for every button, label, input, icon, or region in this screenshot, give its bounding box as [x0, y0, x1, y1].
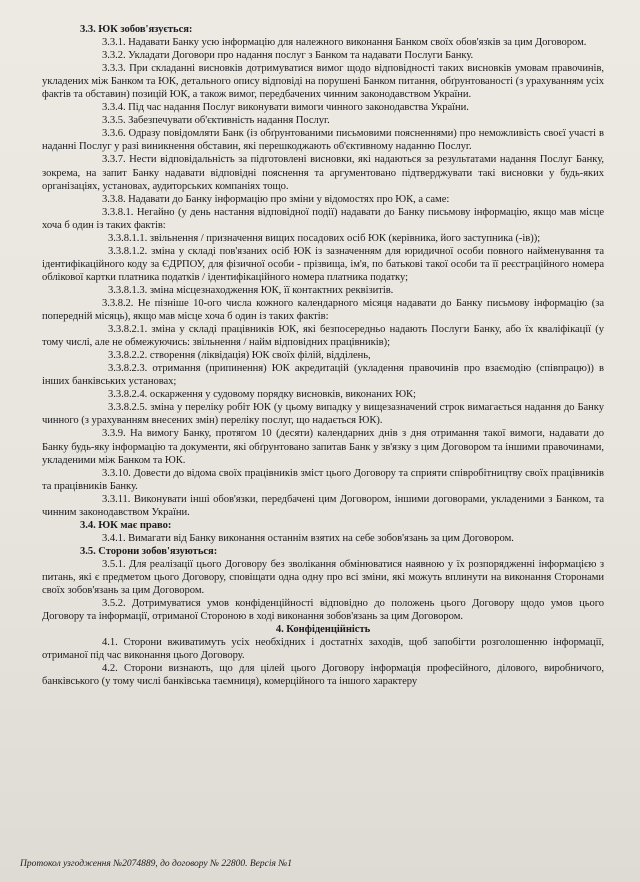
clause-paragraph: 3.3.8.1. Негайно (у день настання відповідної події) надавати до Банку письмову інформацію, якщо мав місце хоча б один із таких фактів: [42, 206, 604, 231]
clause-paragraph: 3.3.8.1.1. звільнення / призначення вищих посадових осіб ЮК (керівника, його заступника (-ів)); [108, 232, 541, 244]
clause-paragraph: 3.3.8.2. Не пізніше 10-ого числа кожного календарного місяця надавати до Банку письмову інформацію (за попередній місяць), якщо мав місце хоча б один із таких фактів: [42, 297, 604, 323]
clause-paragraph: 3.3.8.2.4. оскарження у судовому порядку висновків, виконаних ЮК; [108, 389, 416, 401]
clause-paragraph: 3.3.8.1.3. зміна місцезнаходження ЮК, її контактних реквізитів. [108, 284, 394, 296]
clause-paragraph: 3.3.8.2.5. зміна у переліку робіт ЮК (у цьому випадку у вищезазначений строк вимагається надання до Банку чинного (з урахуванням внесених змін) переліку послуг, що надається ЮК). [42, 402, 604, 427]
clause-paragraph: 3.3.2. Укладати Договори про надання послуг з Банком та надавати Послуги Банку. [102, 50, 474, 62]
clause-paragraph: 3.3.11. Виконувати інші обов'язки, передбачені цим Договором, іншими договорами, укладеними з Банком, та чинним законодавством України. [42, 493, 604, 518]
clause-paragraph: 4.1. Сторони вживатимуть усіх необхідних і достатніх заходів, щоб запобігти розголошенню інформації, отриманої під час виконання цього Договору. [42, 637, 604, 662]
section-heading: 3.3. ЮК зобов'язується: [80, 24, 193, 35]
clause-paragraph: 3.3.5. Забезпечувати об'єктивність надання Послуг. [102, 115, 330, 127]
document-body [42, 23, 604, 688]
clause-paragraph: 3.4.1. Вимагати від Банку виконання останнім взятих на себе зобов'язань за цим Договором. [102, 532, 514, 544]
section-heading: 4. Конфіденційність [275, 624, 371, 636]
clause-paragraph: 3.3.8.2.3. отримання (припинення) ЮК акредитацій (укладення правочинів про взаємодію (співпрацю)) в інших банківських установах; [42, 363, 604, 388]
clause-paragraph: 3.3.8. Надавати до Банку інформацію про зміни у відомостях про ЮК, а саме: [102, 193, 450, 205]
clause-paragraph: 3.3.9. На вимогу Банку, протягом 10 (десяти) календарних днів з дня отримання такої вимоги, надавати до Банку будь-яку інформацію та документи, які обґрунтовано запитав Банк у зв'язку з цим Договором та іншими правочинами, укладеними між Банком та ЮК. [42, 428, 604, 466]
clause-paragraph: 3.3.6. Одразу повідомляти Банк (із обґрунтованими письмовими поясненнями) про неможливість своєї участі в наданні Послуг у разі виникнення обставин, які перешкоджають об'єктивному наданню Послуг. [42, 128, 604, 153]
section-heading: 3.5. Сторони зобов'язуються: [80, 545, 218, 557]
clause-paragraph: 3.5.2. Дотримуватися умов конфіденційності відповідно до положень цього Договору щодо умов цього Договору та інформації, отриманої Стороною в ході виконання зобов'язань за цим Договором. [42, 598, 604, 623]
page-footer: Протокол узгодження №2074889, до договору № 22800. Версія №1 [20, 859, 292, 869]
clause-paragraph: 3.3.8.2.2. створення (ліквідація) ЮК своїх філій, відділень, [108, 350, 371, 362]
clause-paragraph: 3.3.7. Нести відповідальність за підготовлені висновки, які надаються за результатами надання Послуг Банку, зокрема, на запит Банку надавати відповідні пояснення та аргументовано підтверджувати такі висновки у будь-яких організаціях, установах, аудиторських компаніях тощо. [42, 154, 604, 192]
clause-paragraph: 3.3.3. При складанні висновків дотримуватися вимог щодо відповідності таких висновків умовам правочинів, укладених між Банком та ЮК, детального опису відповіді на порушені Банком питання, обґрунтованості (з урахуванням усіх фактів та обставин) позицій ЮК, а також вимог, передбачених чинним законодавством України. [42, 63, 604, 101]
clause-paragraph: 3.3.4. Під час надання Послуг виконувати вимоги чинного законодавства України. [102, 102, 469, 114]
clause-paragraph: 3.5.1. Для реалізації цього Договору без зволікання обмінюватися наявною у їх розпорядженні інформацією з питань, які є предметом цього Договору, сповіщати одна одну про всі зміни, які можуть вплинути на виконання Сторонами своїх зобов'язань за цим Договором. [42, 558, 604, 597]
clause-paragraph: 3.3.8.2.1. зміна у складі працівників ЮК, які безпосередньо надають Послуги Банку, або їх кваліфікації (у тому числі, але не обмежуючись: звільнення / найм відповідних працівників); [42, 324, 604, 349]
clause-paragraph: 3.3.8.1.2. зміна у складі пов'язаних осіб ЮК із зазначенням для юридичної особи повного найменування та ідентифікаційного коду за ЄДРПОУ, для фізичної особи - прізвища, ім'я, по батькові такої особи та її реєстраційного номера облікової картки платника податків / ідентифікаційного номера платника податку; [42, 245, 604, 283]
clause-paragraph: 4.2. Сторони визнають, що для цілей цього Договору інформація професійного, ділового, виробничого, банківського (у тому числі банківська таємниця), комерційного та іншого характеру [42, 663, 604, 688]
section-heading: 3.4. ЮК має право: [80, 519, 172, 531]
clause-paragraph: 3.3.1. Надавати Банку усю інформацію для належного виконання Банком своїх обов'язків за цим Договором. [102, 37, 587, 49]
clause-paragraph: 3.3.10. Довести до відома своїх працівників зміст цього Договору та сприяти співробітництву своїх працівників та працівників Банку. [42, 467, 604, 492]
